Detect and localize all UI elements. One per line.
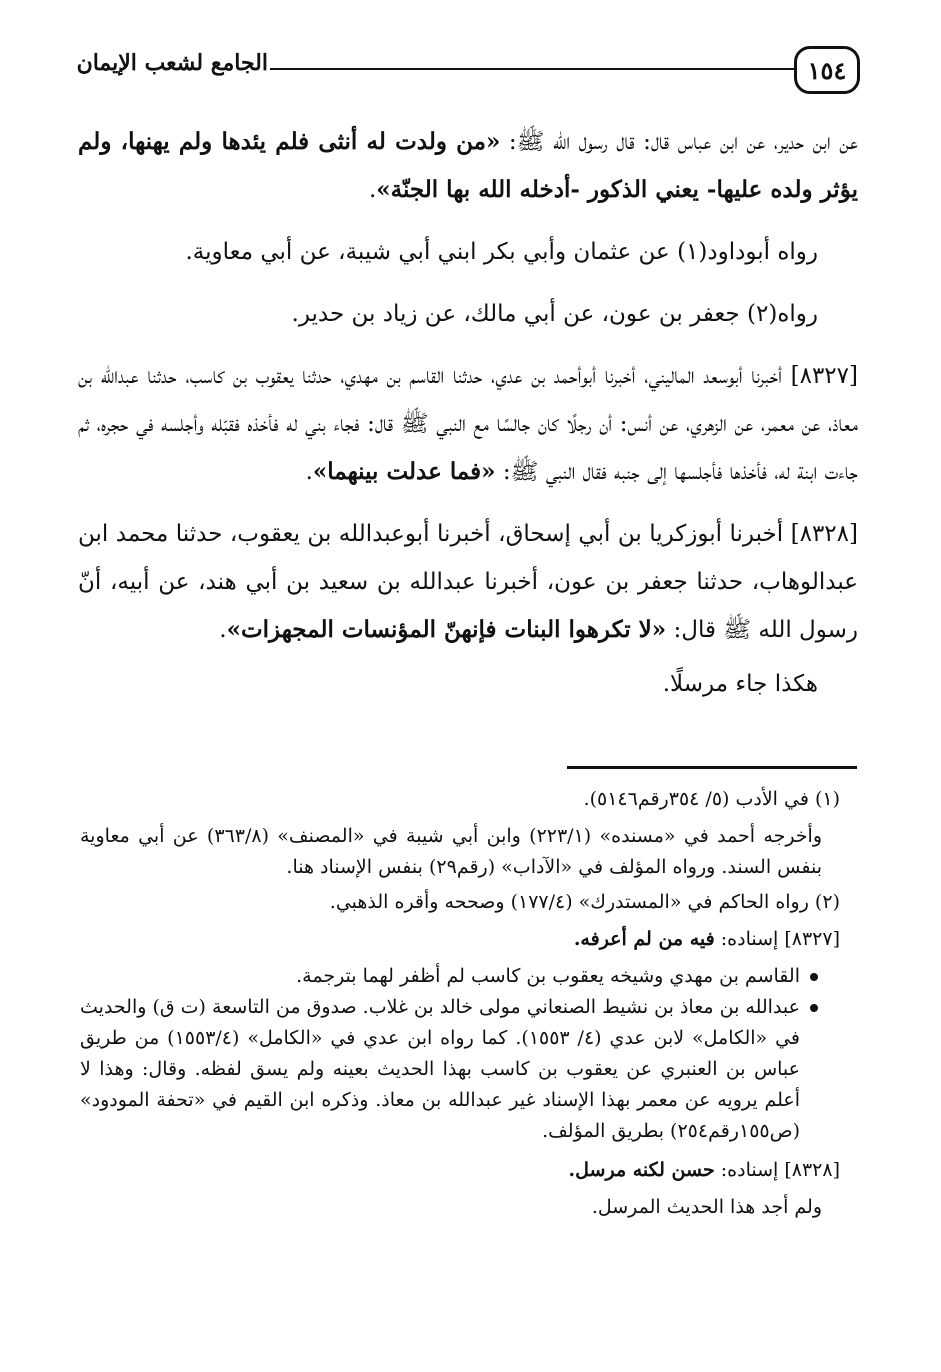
paragraph-mursal: هكذا جاء مرسلًا.	[662, 671, 818, 697]
footnote-1: (١) في الأدب (٥/ ٣٥٤رقم٥١٤٦).	[583, 788, 840, 810]
note-8328-verdict: حسن لكنه مرسل.	[568, 1159, 715, 1181]
hadith-8328-chain: [٨٣٢٨] أخبرنا أبوزكريا بن أبي إسحاق، أخبرنا أبوعبدالله بن يعقوب، حدثنا محمد ابن عبدالوهاب، حدثنا جعفر بن عون، أخبرنا عبدالله بن سعيد بن أبي هند، عن أبيه، أنّ رسول الله ﷺ قال:	[78, 521, 858, 643]
list-item	[80, 961, 818, 992]
note-final: ولم أجد هذا الحديث المرسل.	[591, 1196, 822, 1218]
paragraph-8328	[78, 510, 858, 654]
punctuation: .	[305, 459, 313, 485]
footnote-1-continued: وأخرجه أحمد في «مسنده» (٢٢٣/١) وابن أبي شيبة في «المصنف» (٣٦٣/٨) عن أبي معاوية بنفس السند. ورواه المؤلف في «الآداب» (رقم٢٩) بنفس الإسناد هنا.	[80, 825, 823, 878]
paragraph-jafar: رواه(٢) جعفر بن عون، عن أبي مالك، عن زياد بن حدير.	[291, 301, 818, 327]
page-number-text: ١٥٤	[807, 55, 847, 85]
bullet-text: عبدالله بن معاذ بن نشيط الصنعاني مولى خالد بن غلاب. صدوق من التاسعة (ت ق) والحديث في «الكامل» لابن عدي (٤/ ١٥٥٣). كما رواه ابن عدي في «الكامل» (١٥٥٣/٤) من طريق عباس بن العنبري عن يعقوب بن كاسب بهذا الحديث بعينه ولم يسق لفظه. وقال: وهذا لا أعلم يرويه عن معمر بهذا الإسناد غير عبدالله بن معاذ. وذكره ابن القيم في «تحفة المودود» (ص١٥٥رقم٢٥٤) بطريق المؤلف.	[80, 996, 800, 1142]
page-number	[794, 46, 860, 94]
hadith-8327-chain: [٨٣٢٧] أخبرنا أبوسعد الماليني، أخبرنا أبوأحمد بن عدي، حدثنا القاسم بن مهدي، حدثنا يعقوب بن كاسب، حدثنا عبدالله بن معاذ، عن معمر، عن الزهري، عن أنس: أن رجلًا كان جالسًا مع النبي ﷺ قال: فجاء بني له فأخذه فقبّله وأجلسه في حجره، ثم جاءت ابنة له، فأخذها فأجلسها إلى جنبه فقال النبي ﷺ:	[78, 363, 858, 485]
punctuation: .	[219, 617, 227, 643]
note-8328-label: [٨٣٢٨] إسناده:	[714, 1159, 840, 1181]
bullet-icon	[810, 1004, 818, 1012]
hadith-chain-text: عن ابن حدير، عن ابن عباس قال: قال رسول الله ﷺ:	[500, 129, 858, 155]
paragraph-hadith-intro	[78, 118, 858, 214]
punctuation: .	[368, 177, 377, 203]
bullet-text: القاسم بن مهدي وشيخه يعقوب بن كاسب لم أظفر لهما بترجمة.	[296, 965, 800, 987]
header-rule	[270, 68, 794, 70]
note-8327-bullets	[80, 961, 840, 1147]
paragraph-8327	[78, 352, 858, 496]
footnotes	[80, 784, 840, 1227]
footnote-separator	[567, 766, 857, 769]
hadith-matn: «من ولدت له أنثى فلم يئدها ولم يهنها، ولم يؤثر ولده عليها- يعني الذكور -أدخله الله بها الجنّة»	[78, 128, 858, 203]
paragraph-abudawud: رواه أبوداود(١) عن عثمان وأبي بكر ابني أبي شيبة، عن أبي معاوية.	[185, 239, 818, 265]
main-text	[78, 118, 858, 714]
page-header	[76, 44, 860, 100]
footnote-2: (٢) رواه الحاكم في «المستدرك» (١٧٧/٤) وصححه وأقره الذهبي.	[329, 891, 840, 913]
note-8327	[80, 924, 840, 955]
bullet-icon	[810, 973, 818, 981]
note-8327-label: [٨٣٢٧] إسناده:	[714, 928, 840, 950]
note-8328	[80, 1155, 840, 1186]
hadith-8327-matn: «فما عدلت بينهما»	[312, 458, 496, 485]
running-title: الجامع لشعب الإيمان	[76, 50, 268, 76]
note-8327-verdict: فيه من لم أعرفه.	[573, 928, 715, 950]
hadith-8328-matn: «لا تكرهوا البنات فإنهنّ المؤنسات المجهزات»	[226, 616, 667, 643]
list-item	[80, 992, 818, 1147]
